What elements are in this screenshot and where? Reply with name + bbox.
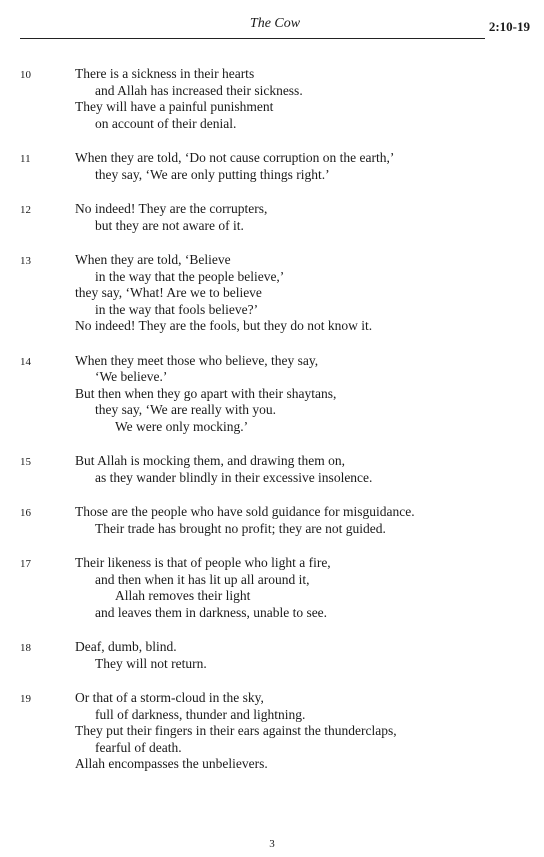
verse-line: There is a sickness in their hearts	[75, 66, 255, 81]
verse-number: 18	[20, 642, 31, 654]
verse-line: on account of their denial.	[95, 115, 237, 131]
verse-line: as they wander blindly in their excessive insolence.	[95, 469, 373, 485]
verse-line: Or that of a storm-cloud in the sky,	[75, 690, 264, 705]
verse-line: We were only mocking.’	[115, 418, 249, 434]
verse-text	[75, 453, 520, 486]
verse-line: When they are told, ‘Believe	[75, 252, 231, 267]
verse-line: When they meet those who believe, they say,	[75, 352, 319, 368]
verse-19	[20, 690, 520, 773]
verse-line: No indeed! They are the fools, but they do not know it.	[75, 318, 373, 333]
verse-line: and then when it has lit up all around it,	[95, 571, 310, 587]
verse-number: 15	[20, 456, 31, 468]
verse-text	[75, 66, 520, 132]
verse-18	[20, 639, 520, 672]
verse-10	[20, 66, 520, 132]
verse-number: 16	[20, 507, 31, 519]
verse-line: but they are not aware of it.	[95, 217, 244, 233]
verse-list	[20, 66, 520, 791]
verse-13	[20, 252, 520, 335]
verse-line: they say, ‘We are really with you.	[95, 402, 276, 417]
verse-number: 17	[20, 558, 31, 570]
verse-line: they say, ‘What! Are we to believe	[75, 285, 262, 300]
verse-text	[75, 690, 520, 773]
verse-14	[20, 353, 520, 436]
verse-line: Allah removes their light	[115, 588, 251, 603]
page-number: 3	[269, 838, 275, 850]
verse-line: full of darkness, thunder and lightning.	[95, 706, 306, 722]
verse-12	[20, 201, 520, 234]
verse-text	[75, 201, 520, 234]
verse-line: in the way that the people believe,’	[95, 268, 285, 284]
verse-text	[75, 555, 520, 621]
header-divider	[20, 38, 485, 39]
verse-line: When they are told, ‘Do not cause corruption on the earth,’	[75, 150, 395, 165]
verse-line: they say, ‘We are only putting things right.’	[95, 166, 330, 182]
verse-number: 19	[20, 693, 31, 705]
verse-range: 2:10-19	[488, 19, 530, 34]
verse-line: Their trade has brought no profit; they are not guided.	[95, 520, 386, 536]
verse-number: 12	[20, 204, 31, 216]
verse-number: 13	[20, 255, 31, 267]
verse-line: Those are the people who have sold guidance for misguidance.	[75, 504, 415, 519]
verse-text	[75, 353, 520, 436]
verse-number: 14	[20, 355, 31, 368]
verse-15	[20, 453, 520, 486]
verse-line: Deaf, dumb, blind.	[75, 639, 177, 654]
verse-line: in the way that fools believe?’	[95, 301, 259, 317]
verse-line: and leaves them in darkness, unable to see.	[95, 604, 328, 620]
verse-line: They will have a painful punishment	[75, 99, 274, 114]
verse-16	[20, 504, 520, 537]
verse-11	[20, 150, 520, 183]
verse-line: They put their fingers in their ears against the thunderclaps,	[75, 723, 397, 738]
verse-line: and Allah has increased their sickness.	[95, 82, 303, 98]
verse-text	[75, 150, 520, 183]
verse-number: 10	[20, 69, 31, 81]
verse-line: No indeed! They are the corrupters,	[75, 201, 268, 216]
verse-line: They will not return.	[95, 655, 207, 671]
verse-line: fearful of death.	[95, 739, 182, 755]
verse-text	[75, 639, 520, 672]
verse-line: Their likeness is that of people who light a fire,	[75, 555, 331, 570]
verse-line: But Allah is mocking them, and drawing them on,	[75, 453, 345, 468]
verse-number: 11	[20, 153, 31, 165]
verse-line: ‘We believe.’	[95, 369, 168, 384]
verse-17	[20, 555, 520, 621]
verse-line: Allah encompasses the unbelievers.	[75, 756, 268, 771]
verse-text	[75, 504, 520, 537]
verse-text	[75, 252, 520, 335]
page-header	[20, 14, 530, 38]
chapter-title: The Cow	[249, 16, 301, 31]
verse-line: But then when they go apart with their shaytans,	[75, 385, 337, 401]
